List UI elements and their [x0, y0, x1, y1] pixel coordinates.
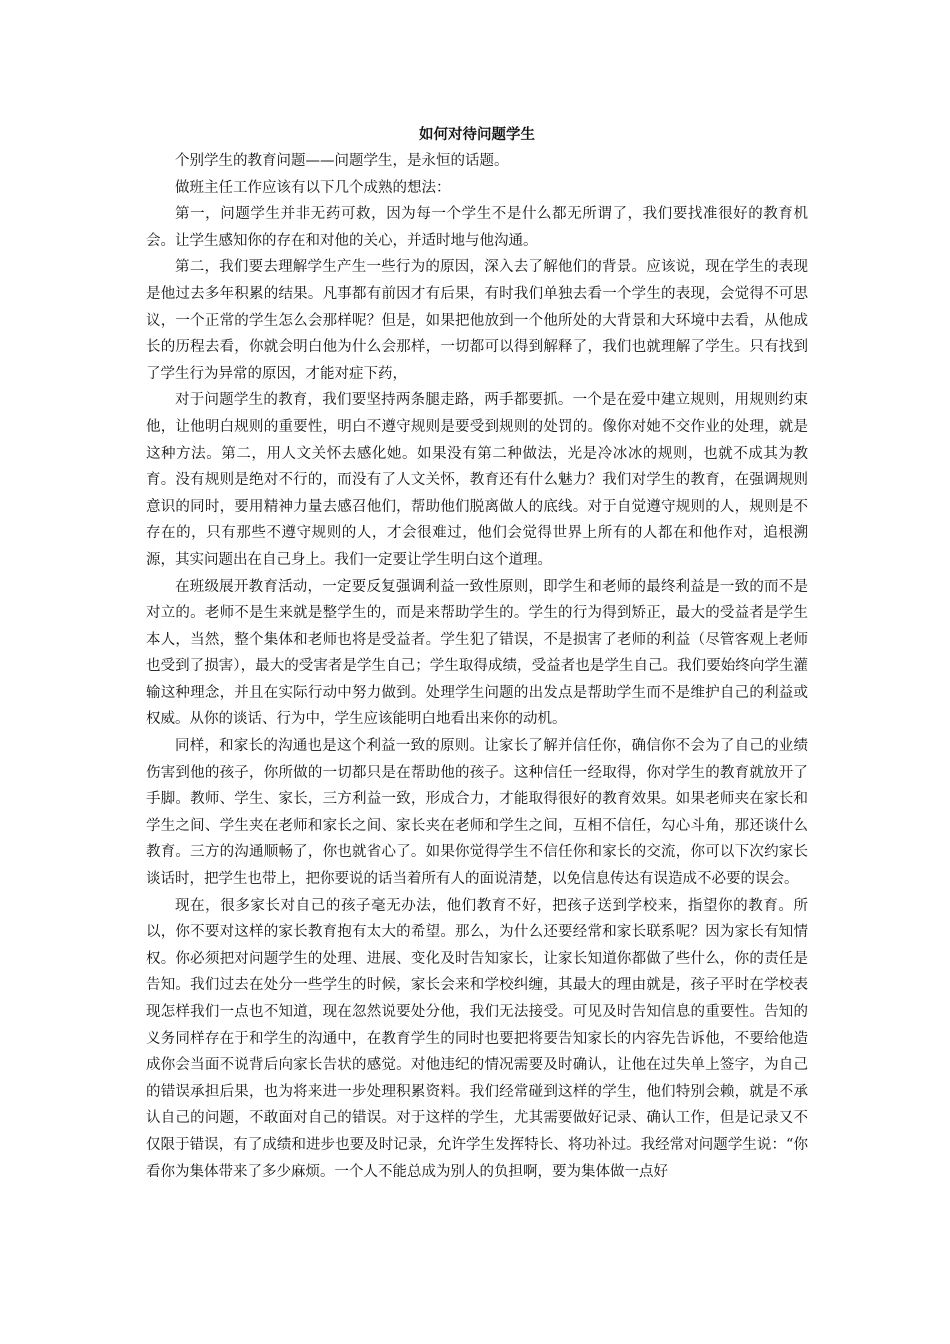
- paragraph-rules: 对于问题学生的教育，我们要坚持两条腿走路，两手都要抓。一个是在爱中建立规则，用规则约束他，让他明白规则的重要性，明白不遵守规则是要受到规则的处罚的。像你对她不交作业的处理，就是这种方法。第二，用人文关怀去感化她。如果没有第二种做法，光是冷冰冰的规则，也就不成其为教育。没有规则是绝对不行的，而没有了人文关怀，教育还有什么魅力？我们对学生的教育，在强调规则意识的同时，要用精神力量去感召他们，帮助他们脱离做人的底线。对于自觉遵守规则的人，规则是不存在的，只有那些不遵守规则的人，才会很难过，他们会觉得世界上所有的人都在和他作对，追根溯源，其实问题出在自己身上。我们一定要让学生明白这个道理。: [146, 392, 808, 568]
- document-title: 如何对待问题学生: [419, 126, 535, 143]
- paragraph-thoughts: 做班主任工作应该有以下几个成熟的想法：: [175, 179, 451, 196]
- paragraph-common-interest: 在班级展开教育活动，一定要反复强调利益一致性原则，即学生和老师的最终利益是一致的而不是对立的。老师不是生来就是整学生的，而是来帮助学生的。学生的行为得到矫正，最大的受益者是学生本人，当然，整个集体和老师也将是受益者。学生犯了错误，不是损害了老师的利益（尽管客观上老师也受到了损害），最大的受害者是学生自己；学生取得成绩，受益者也是学生自己。我们要始终向学生灌输这种理念，并且在实际行动中努力做到。处理学生问题的出发点是帮助学生而不是维护自己的利益或权威。从你的谈话、行为中，学生应该能明白地看出来你的动机。: [146, 578, 808, 728]
- paragraph-second: 第二，我们要去理解学生产生一些行为的原因，深入去了解他们的背景。应该说，现在学生的表现是他过去多年积累的结果。凡事都有前因才有后果，有时我们单独去看一个学生的表现，会觉得不可思议，一个正常的学生怎么会那样呢？但是，如果把他放到一个他所处的大背景和大环境中去看，从他成长的历程去看，你就会明白他为什么会那样，一切都可以得到解释了，我们也就理解了学生。只有找到了学生行为异常的原因，才能对症下药，: [146, 259, 808, 382]
- paragraph-intro: 个别学生的教育问题——问题学生，是永恒的话题。: [175, 153, 509, 169]
- paragraph-first: 第一，问题学生并非无药可救，因为每一个学生不是什么都无所谓了，我们要找准很好的教育机会。让学生感知你的存在和对他的关心，并适时地与他沟通。: [146, 206, 808, 249]
- paragraph-parents: 同样，和家长的沟通也是这个利益一致的原则。让家长了解并信任你，确信你不会为了自己的业绩伤害到他的孩子，你所做的一切都只是在帮助他的孩子。这种信任一经取得，你对学生的教育就放开了手脚。教师、学生、家长，三方利益一致，形成合力，才能取得很好的教育效果。如果老师夹在家长和学生之间、学生夹在老师和家长之间、家长夹在老师和学生之间，互相不信任，勾心斗角，那还谈什么教育。三方的沟通顺畅了，你也就省心了。如果你觉得学生不信任你和家长的交流，你可以下次约家长谈话时，把学生也带上，把你要说的话当着所有人的面说清楚，以免信息传达有误造成不必要的误会。: [146, 738, 808, 888]
- document-page: [146, 122, 808, 1185]
- paragraph-inform: 现在，很多家长对自己的孩子毫无办法，他们教育不好，把孩子送到学校来，指望你的教育。所以，你不要对这样的家长教育抱有太大的希望。那么，为什么还要经常和家长联系呢？因为家长有知情权。你必须把对问题学生的处理、进展、变化及时告知家长，让家长知道你都做了些什么，你的责任是告知。我们过去在处分一些学生的时候，家长会来和学校纠缠，其最大的理由就是，孩子平时在学校表现怎样我们一点也不知道，现在忽然说要处分他，我们无法接受。可见及时告知信息的重要性。告知的义务同样存在于和学生的沟通中，在教育学生的同时也要把将要告知家长的内容先告诉他，不要给他造成你会当面不说背后向家长告状的感觉。对他违纪的情况需要及时确认，让他在过失单上签字，为自己的错误承担后果，也为将来进一步处理积累资料。我们经常碰到这样的学生，他们特别会赖，就是不承认自己的问题，不敢面对自己的错误。对于这样的学生，尤其需要做好记录、确认工作，但是记录又不仅限于错误，有了成绩和进步也要及时记录，允许学生发挥特长、将功补过。我经常对问题学生说：“你看你为集体带来了多少麻烦。一个人不能总成为别人的负担啊，要为集体做一点好: [146, 897, 808, 1180]
